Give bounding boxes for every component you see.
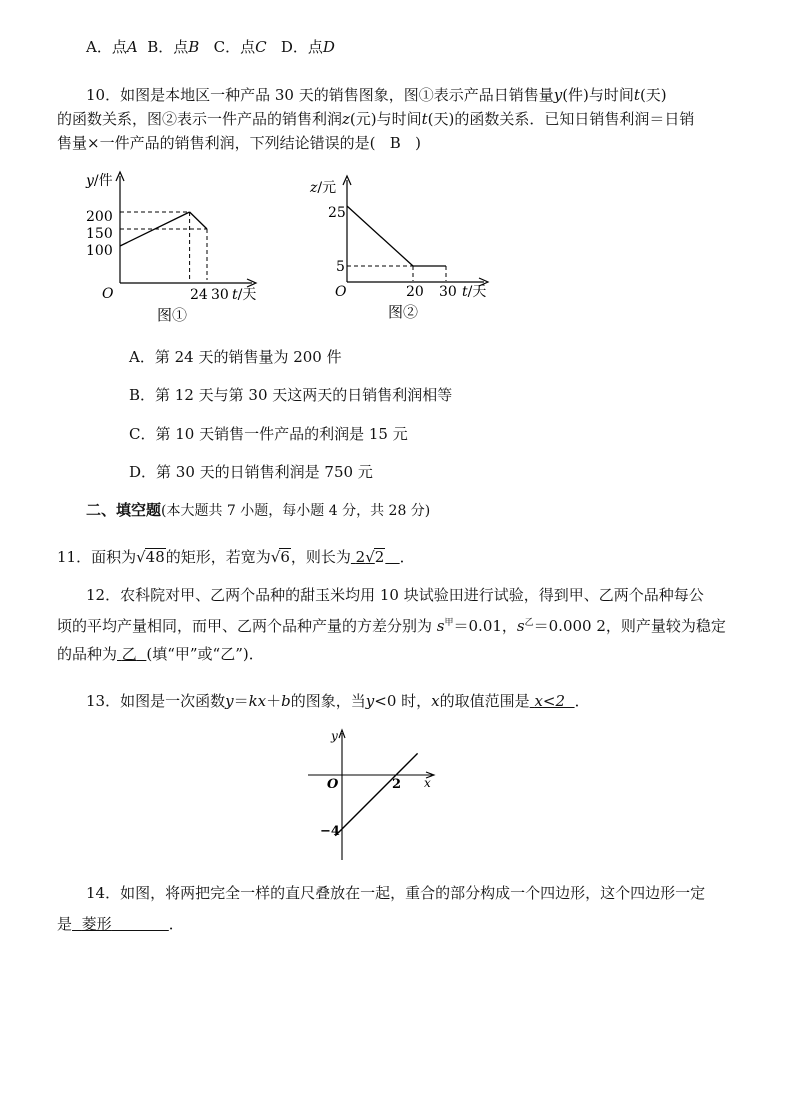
q11: 11．面积为√48的矩形，若宽为√6，则长为 2√2 ． <box>57 548 415 566</box>
q13-ytick-neg4: −4 <box>320 824 340 839</box>
fig1-ytick-150: 150 <box>86 226 113 242</box>
fig2-caption: 图② <box>388 303 419 321</box>
q10-line2: 的函数关系，图②表示一件产品的销售利润z(元)与时间t(天)的函数关系．已知日销售利润＝日销 <box>57 110 695 128</box>
q10-option-a: A．第 24 天的销售量为 200 件 <box>129 348 342 366</box>
fig1-xtick-30: 30 <box>211 287 229 303</box>
fig1-xlabel: t/天 <box>232 287 257 303</box>
q12-answer: 乙 <box>121 645 137 663</box>
fig1-ylabel: y/件 <box>86 173 113 189</box>
q10-option-d: D．第 30 天的日销售利润是 750 元 <box>129 463 373 481</box>
fig1-origin: O <box>102 286 114 302</box>
q14-line2: 是 菱形 ． <box>57 915 184 933</box>
fig1-ytick-100: 100 <box>86 243 113 259</box>
q13-answer: x<2 <box>534 692 566 710</box>
fig2-origin: O <box>335 284 347 300</box>
q10-option-b: B．第 12 天与第 30 天这两天的日销售利润相等 <box>129 386 453 404</box>
q12-line2: 顷的平均产量相同，而甲、乙两个品种产量的方差分别为 $s^甲=0.01$，$s^乙=0.000$ 2，则产量较为稳定 <box>57 617 726 635</box>
q12-line1: 12．农科院对甲、乙两个品种的甜玉米均用 10 块试验田进行试验，得到甲、乙两个品种每公 <box>86 586 704 604</box>
fig2-xtick-30: 30 <box>439 284 457 300</box>
q13: 13．如图是一次函数y＝kx＋b的图象，当y<0 时，x的取值范围是 x<2 ． <box>86 692 590 710</box>
fig1-ytick-200: 200 <box>86 209 113 225</box>
figure-2-chart <box>300 172 500 328</box>
q13-graph <box>300 725 450 865</box>
q13-yaxis-label: y <box>331 729 338 743</box>
q13-origin: O <box>327 777 339 792</box>
fig1-caption: 图① <box>157 306 188 324</box>
q12-line3: 的品种为 乙 (填“甲”或“乙”)． <box>57 645 264 663</box>
q10-line1: 10．如图是本地区一种产品 30 天的销售图象，图①表示产品日销售量y(件)与时间t(天) <box>86 86 667 104</box>
q9-options: A．点A B．点B C．点C D．点D <box>86 38 335 56</box>
q14-answer: 菱形 <box>81 915 112 933</box>
fig2-segment-0 <box>347 206 413 266</box>
fig2-ytick-5: 5 <box>336 259 345 275</box>
fig1-segment-1 <box>190 212 207 229</box>
q14-line1: 14．如图，将两把完全一样的直尺叠放在一起，重合的部分构成一个四边形，这个四边形一定 <box>86 884 706 902</box>
fig2-xtick-20: 20 <box>406 284 424 300</box>
q11-answer: 2√2 <box>355 548 385 566</box>
q13-xtick-2: 2 <box>392 777 402 792</box>
q10-line3: 售量×一件产品的销售利润，下列结论错误的是( B ) <box>57 134 421 152</box>
fig1-xtick-24: 24 <box>190 287 208 303</box>
q13-function-line <box>335 753 417 835</box>
q10-answer: B <box>389 134 401 152</box>
q13-xaxis-label: x <box>424 776 431 790</box>
section-2-heading: 二、填空题(本大题共 7 小题，每小题 4 分，共 28 分) <box>86 501 431 519</box>
fig2-ylabel: z/元 <box>310 180 337 196</box>
fig2-xlabel: t/天 <box>462 284 487 300</box>
q10-option-c: C．第 10 天销售一件产品的利润是 15 元 <box>129 425 408 443</box>
figure-1-chart <box>80 168 280 328</box>
fig2-ytick-25: 25 <box>328 205 346 221</box>
